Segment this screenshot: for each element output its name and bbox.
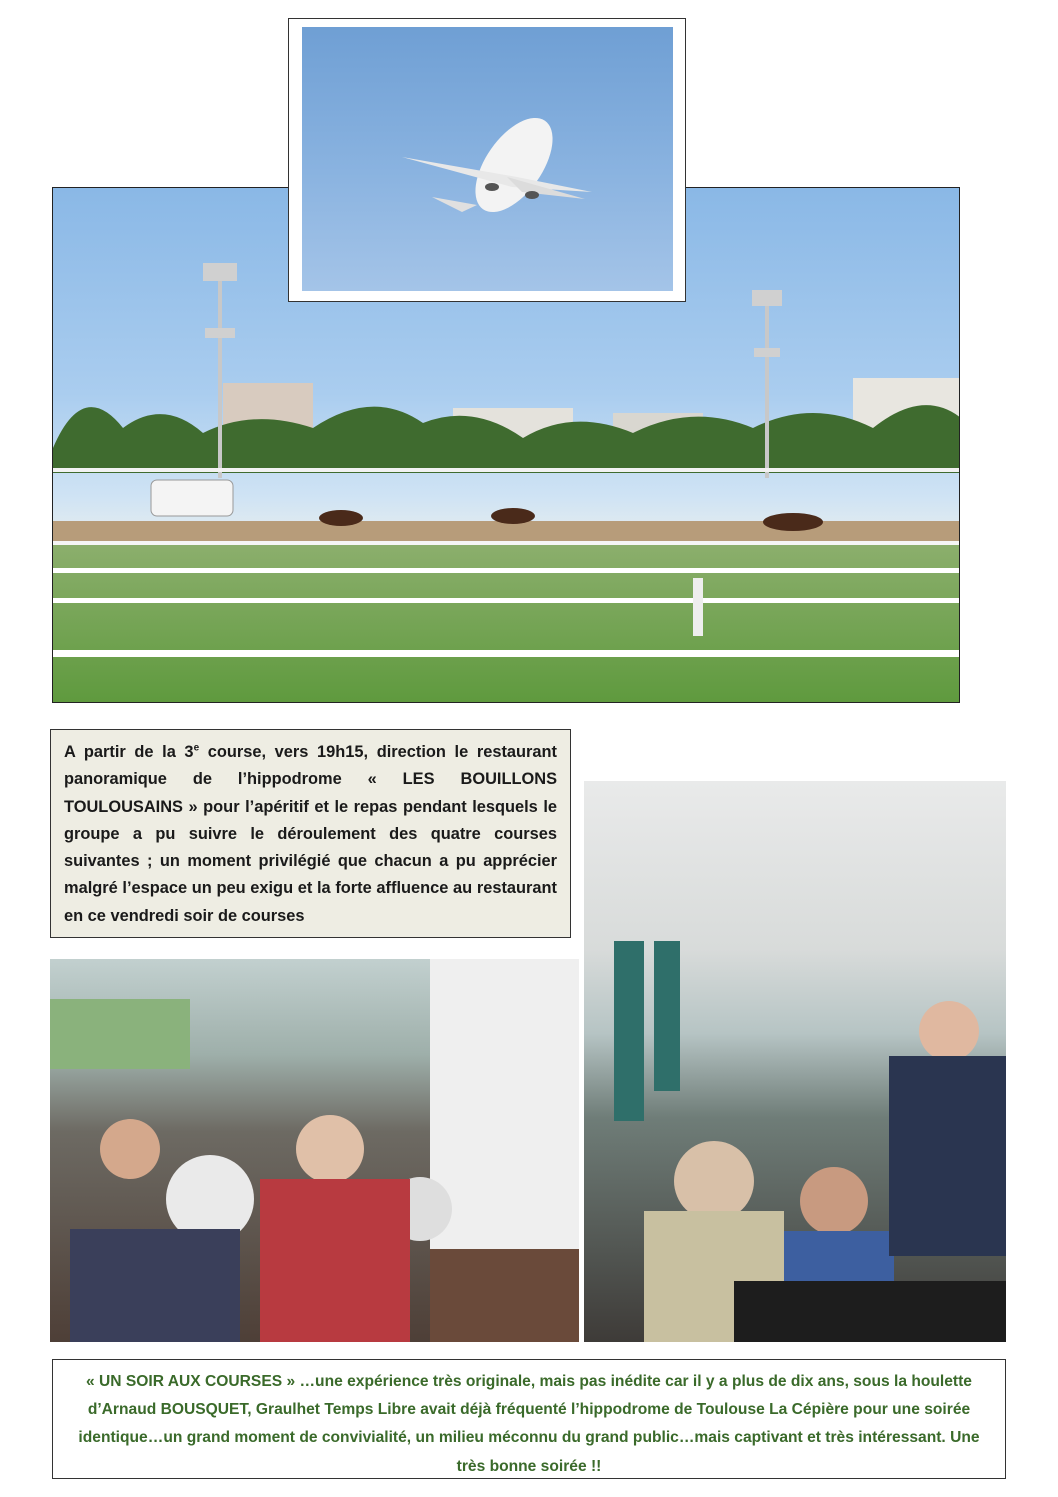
restaurant-scene-right <box>584 781 1006 1342</box>
closing-text: « UN SOIR AUX COURSES » …une expérience très originale, mais pas inédite car il y a plus de dix ans, sous la houlette d’Arnaud BOUSQUET, Graulhet Temps Libre avait déjà fréquenté l’hippodrome de Toulouse La Cépière pour une soirée identique…un grand moment de convivialité, un milieu méconnu du grand public…mais captivant et très intéressant. Une très bonne soirée !! <box>78 1373 980 1475</box>
intro-text-start: A partir de la 3 <box>64 743 194 761</box>
restaurant-guests-photo-right <box>584 781 1006 1342</box>
intro-text-rest: course, vers 19h15, direction le restaurant panoramique de l’hippodrome « LES BOUILLONS TOULOUSAINS » pour l’apéritif et le repas pendant lesquels le groupe a pu suivre le déroulement des quatre courses suivantes ; un moment privilégié que chacun a pu apprécier malgré l’espace un peu exigu et la forte affluence au restaurant en ce vendredi soir de courses <box>64 743 557 925</box>
intro-text-box <box>50 729 571 938</box>
restaurant-scene-left <box>50 959 579 1342</box>
airplane-shape <box>302 27 673 291</box>
airplane-photo-frame <box>288 18 686 302</box>
restaurant-guests-photo-left <box>50 959 579 1342</box>
intro-superscript: e <box>193 742 200 754</box>
closing-text-box <box>52 1359 1006 1479</box>
airplane-photo <box>302 27 673 291</box>
